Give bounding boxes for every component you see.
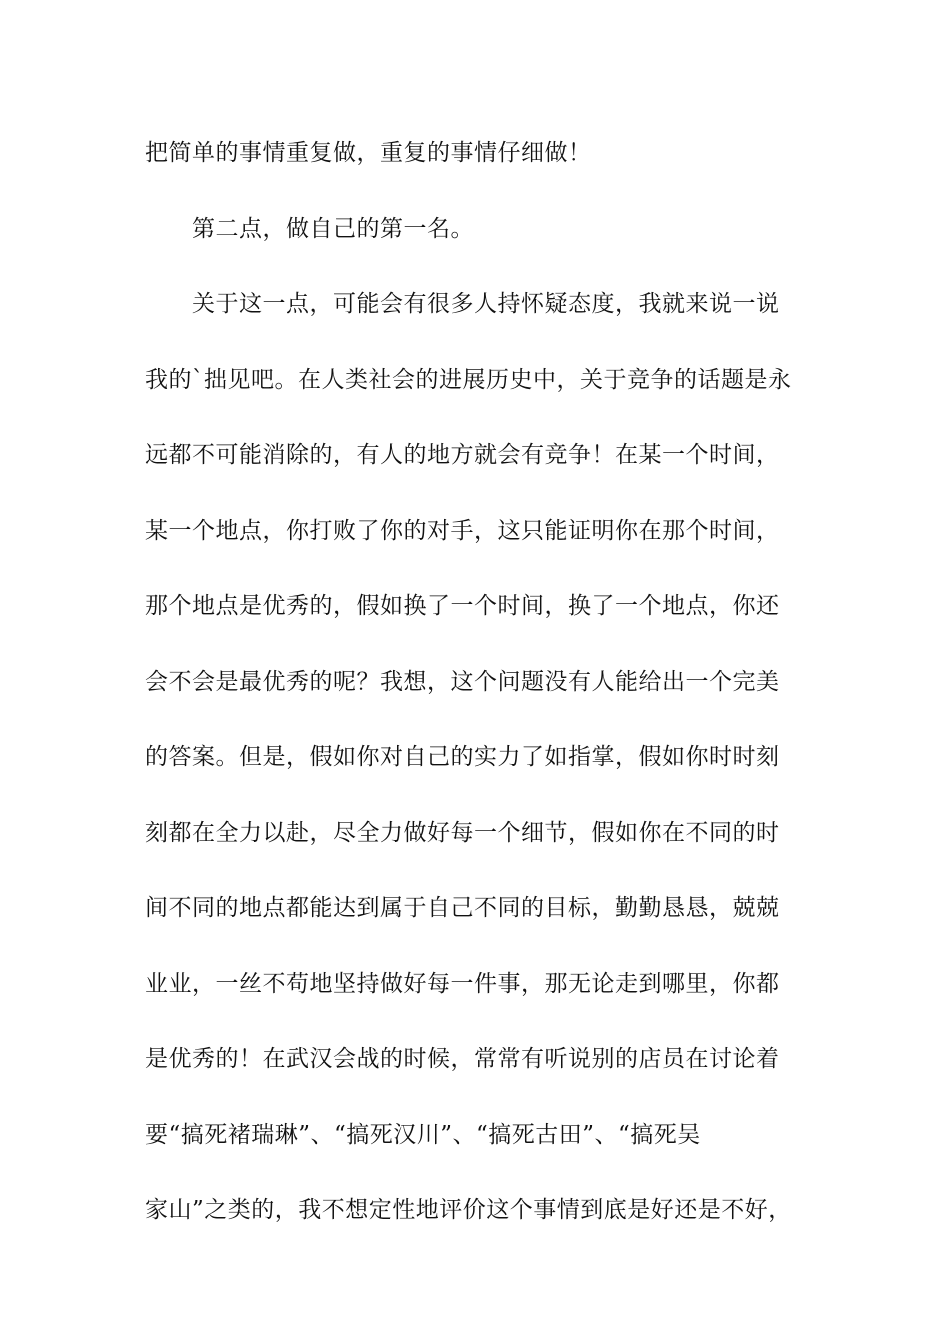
- body-text: [145, 128, 815, 1261]
- text-line: 把简单的事情重复做，重复的事情仔细做！: [145, 140, 592, 166]
- text-line: 那个地点是优秀的，假如换了一个时间，换了一个地点，你还: [145, 593, 780, 619]
- text-line: 某一个地点，你打败了你的对手，这只能证明你在那个时间，: [145, 517, 780, 544]
- section-heading: 第二点，做自己的第一名。: [192, 215, 474, 242]
- text-line: 业业，一丝不苟地坚持做好每一件事，那无论走到哪里，你都: [145, 970, 780, 997]
- text-line: 我的`拙见吧。在人类社会的进展历史中，关于竞争的话题是永: [145, 366, 792, 393]
- text-line: 是优秀的！在武汉会战的时候，常常有听说别的店员在讨论着: [145, 1046, 780, 1072]
- text-line: 的答案。但是，假如你对自己的实力了如指掌，假如你时时刻: [145, 744, 780, 770]
- text-line: 家山”之类的，我不想定性地评价这个事情到底是好还是不好，: [145, 1197, 792, 1223]
- text-line: 会不会是最优秀的呢？我想，这个问题没有人能给出一个完美: [145, 668, 780, 695]
- text-line: 要“搞死褚瑞琳”、“搞死汉川”、“搞死古田”、“搞死吴: [145, 1121, 701, 1148]
- text-line: 间不同的地点都能达到属于自己不同的目标，勤勤恳恳，兢兢: [145, 895, 780, 921]
- paragraph-first-line: 关于这一点，可能会有很多人持怀疑态度，我就来说一说: [192, 291, 780, 317]
- text-line: 刻都在全力以赴，尽全力做好每一个细节，假如你在不同的时: [145, 819, 780, 846]
- text-line: 远都不可能消除的，有人的地方就会有竞争！在某一个时间，: [145, 442, 780, 468]
